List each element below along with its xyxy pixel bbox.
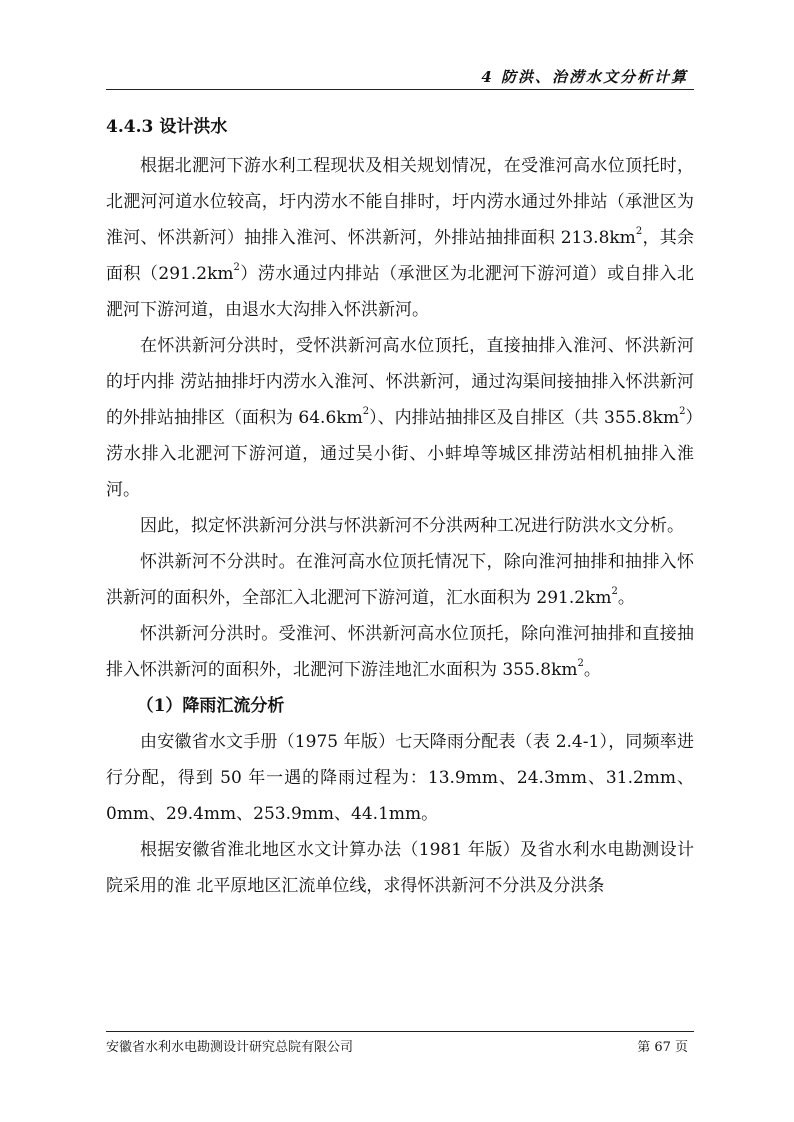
superscript-2: 2 <box>679 406 686 418</box>
p1-text-c: ）涝水通过内排站（承泄区为北淝河下游河道）或自排入北淝河下游河道，由退水大沟排入怀洪新河。 <box>106 264 695 320</box>
p1-text-a: 根据北淝河下游水利工程现状及相关规划情况，在受淮河高水位顶托时，北淝河河道水位较高，圩内涝水不能自排时，圩内涝水通过外排站（承泄区为淮河、怀洪新河）抽排入淮河、怀洪新河，外排站抽排面积 213.8km <box>106 156 694 248</box>
p2-text-a: 在怀洪新河分洪时，受怀洪新河高水位顶托，直接抽排入淮河、怀洪新河的圩内排 涝站抽排圩内涝水入淮河、怀洪新河，通过沟渠间接抽排入怀洪新河的外排站抽排区（面积为 64.6km <box>106 336 694 428</box>
header-rule <box>106 89 694 90</box>
superscript-2: 2 <box>233 262 240 274</box>
paragraph-4 <box>106 544 694 616</box>
page-number: 第 67 页 <box>637 1040 688 1055</box>
body-text <box>106 148 694 904</box>
p2-text-c: ）涝水排入北淝河下游河道，通过吴小街、小蚌埠等城区排涝站相机抽排入淮河。 <box>106 408 694 500</box>
p4-text-b: 。 <box>617 588 635 608</box>
p5-text-b: 。 <box>583 660 601 680</box>
superscript-2: 2 <box>611 586 618 598</box>
superscript-2: 2 <box>577 658 584 670</box>
superscript-2: 2 <box>635 226 643 238</box>
p1-text-b: ，其余面积（291.2km <box>106 228 694 284</box>
footer-rule <box>106 1031 694 1032</box>
p4-text-a: 怀洪新河不分洪时。在淮河高水位顶托情况下，除向淮河抽排和抽排入怀洪新河的面积外，全部汇入北淝河下游河道，汇水面积为 291.2km <box>106 552 694 608</box>
p5-text-a: 怀洪新河分洪时。受淮河、怀洪新河高水位顶托，除向淮河抽排和直接抽排入怀洪新河的面积外，北淝河下游洼地汇水面积为 355.8km <box>106 624 694 680</box>
p2-text-b: ）、内排站抽排区及自排区（共 355.8km <box>369 408 680 428</box>
section-title: 设计洪水 <box>159 117 228 137</box>
paragraph-5 <box>106 616 694 688</box>
paragraph-7: 根据安徽省淮北地区水文计算办法（1981 年版）及省水利水电勘测设计院采用的淮 北平原地区汇流单位线，求得怀洪新河不分洪及分洪条 <box>106 840 694 896</box>
superscript-2: 2 <box>362 406 370 418</box>
paragraph-3: 因此，拟定怀洪新河分洪与怀洪新河不分洪两种工况进行防洪水文分析。 <box>140 516 684 536</box>
paragraph-2 <box>106 328 694 508</box>
footer-organization: 安徽省水利水电勘测设计研究总院有限公司 <box>106 1040 354 1055</box>
section-heading <box>106 112 227 137</box>
paragraph-6: 由安徽省水文手册（1975 年版）七天降雨分配表（表 2.4-1），同频率进行分配，得到 50 年一遇的降雨过程为：13.9mm、24.3mm、31.2mm、0mm、29.4mm、253.9mm、44.1mm。 <box>106 732 694 824</box>
paragraph-1 <box>106 148 694 328</box>
running-header: 4 防洪、治涝水文分析计算 <box>481 68 688 86</box>
sub-heading: （1）降雨汇流分析 <box>136 696 285 716</box>
section-number: 4.4.3 <box>106 117 154 137</box>
